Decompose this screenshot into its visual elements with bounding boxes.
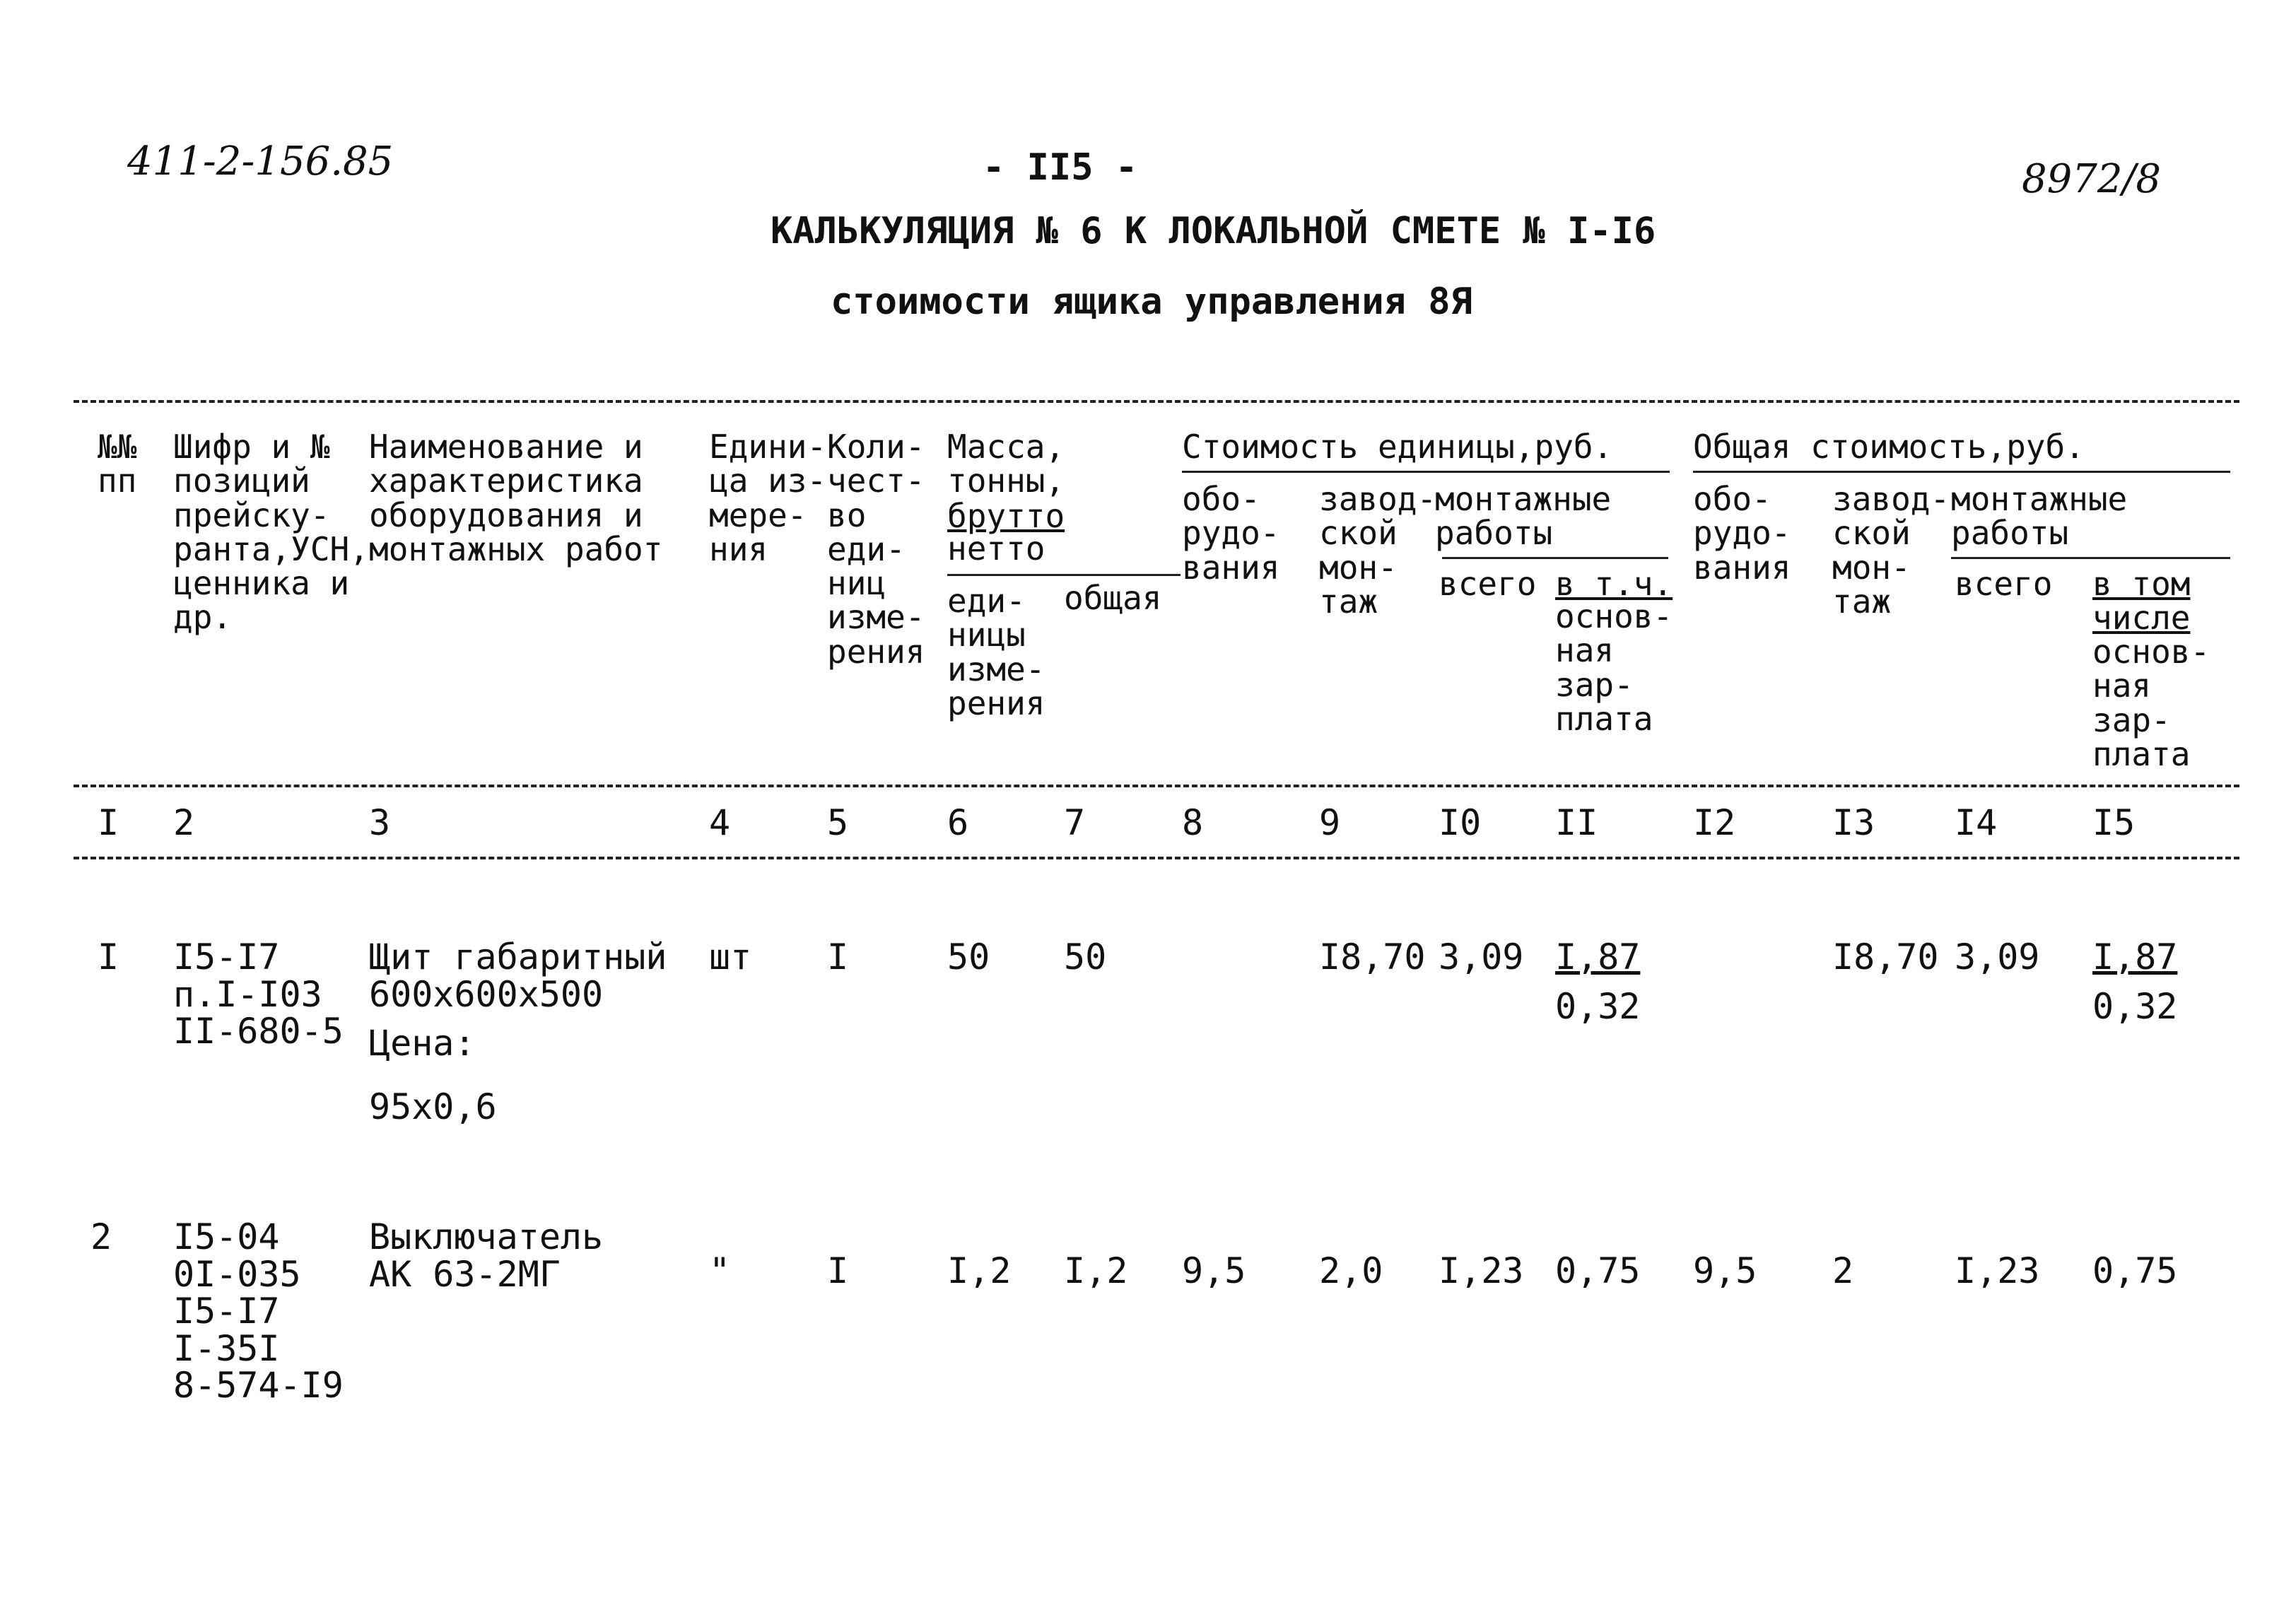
col-number: 3	[369, 802, 391, 843]
header-unit: Едини- ца из- мере- ния	[709, 428, 827, 568]
header-incl-total-rest: основ- ная зар- плата	[2092, 633, 2210, 773]
header-equipment-total: обо- рудо- вания	[1693, 480, 1791, 587]
header-bottom-rule	[74, 785, 2239, 787]
table-top-rule	[74, 400, 2239, 403]
header-row-number: №№ пп	[98, 428, 137, 500]
row-price-label: Цена:	[369, 1023, 476, 1064]
row-mass-unit: 50	[947, 936, 990, 977]
row-works-total-2: I,23	[1955, 1250, 2040, 1291]
page-number: - II5 -	[983, 146, 1138, 189]
header-mass: Масса, тонны,	[947, 428, 1065, 500]
row-unit: шт	[709, 936, 752, 977]
row-factory-mount: 2,0	[1319, 1250, 1383, 1291]
row-unit: "	[709, 1250, 731, 1291]
header-incl-salary-rest: основ- ная зар- плата	[1555, 597, 1673, 738]
works-rule-unit	[1442, 557, 1668, 559]
row-works-total: I,23	[1439, 1250, 1524, 1291]
row-incl: I,87	[1555, 936, 1641, 977]
row-incl-salary-total: 0,32	[2092, 986, 2178, 1027]
header-quantity: Коли- чест- во еди- ниц изме- рения	[827, 428, 925, 671]
header-mass-total: общая	[1064, 579, 1162, 617]
header-mass-gross: брутто	[947, 497, 1065, 535]
row-works-total-2: 3,09	[1955, 936, 2040, 977]
col-number: 2	[173, 802, 195, 843]
col-number: I5	[2092, 802, 2136, 843]
row-factory-mount-total: 2	[1832, 1250, 1854, 1291]
row-incl-salary: 0,32	[1555, 986, 1641, 1027]
column-numbers-rule	[74, 857, 2239, 859]
col-number: 9	[1319, 802, 1341, 843]
row-equipment: 9,5	[1182, 1250, 1246, 1291]
row-code: I5-I7 п.I-I03 II-680-5	[173, 936, 344, 1052]
row-mass-total: I,2	[1064, 1250, 1128, 1291]
header-factory-mount-total: завод- ской мон- таж	[1832, 480, 1950, 621]
header-equipment: обо- рудо- вания	[1182, 480, 1280, 587]
col-number: 5	[827, 802, 849, 843]
header-incl-salary: в т.ч.	[1555, 565, 1673, 603]
col-number: I4	[1955, 802, 1998, 843]
col-number: I2	[1693, 802, 1736, 843]
header-code: Шифр и № позиций прейску- ранта,УСН, ценника и др.	[173, 428, 369, 637]
header-mount-works: монтажные работы	[1435, 480, 1612, 553]
header-works-total-2: всего	[1955, 565, 2053, 603]
row-works-total: 3,09	[1439, 936, 1524, 977]
sheet-number: 8972/8	[2022, 156, 2162, 202]
col-number: II	[1555, 802, 1598, 843]
mass-rule	[947, 574, 1181, 576]
row-incl-total: 0,75	[2092, 1250, 2178, 1291]
total-cost-rule	[1693, 471, 2230, 473]
row-equipment-total: 9,5	[1693, 1250, 1757, 1291]
document-code: 411-2-156.85	[127, 139, 394, 184]
row-factory-mount-total: I8,70	[1832, 936, 1939, 977]
col-number: I0	[1439, 802, 1482, 843]
row-name: Щит габаритный 600х600х500	[369, 936, 667, 1015]
row-number: I	[98, 936, 119, 977]
col-number: 6	[947, 802, 969, 843]
header-mount-works-total: монтажные работы	[1951, 480, 2128, 553]
document-subtitle: стоимости ящика управления 8Я	[831, 281, 1472, 323]
row-incl-total: I,87	[2092, 936, 2178, 977]
header-factory-mount: завод- ской мон- таж	[1319, 480, 1437, 621]
header-works-total: всего	[1439, 565, 1537, 603]
header-unit-cost: Стоимость единицы,руб.	[1182, 428, 1613, 466]
row-mass-unit: I,2	[947, 1250, 1012, 1291]
col-number: 7	[1064, 802, 1086, 843]
col-number: 4	[709, 802, 731, 843]
row-code: I5-04 0I-035 I5-I7 I-35I 8-574-I9	[173, 1216, 344, 1406]
header-mass-net: нетто	[947, 529, 1046, 568]
document-title: КАЛЬКУЛЯЦИЯ № 6 К ЛОКАЛЬНОЙ СМЕТЕ № I-I6	[771, 210, 1656, 252]
row-quantity: I	[827, 1250, 849, 1291]
row-incl: 0,75	[1555, 1250, 1641, 1291]
col-number: 8	[1182, 802, 1204, 843]
row-number: 2	[90, 1216, 112, 1257]
row-quantity: I	[827, 936, 849, 977]
works-rule-total	[1951, 557, 2230, 559]
col-number: I3	[1832, 802, 1875, 843]
row-price: 95х0,6	[369, 1086, 497, 1127]
header-total-cost: Общая стоимость,руб.	[1693, 428, 2085, 466]
row-mass-total: 50	[1064, 936, 1107, 977]
header-mass-per-unit: еди- ницы изме- рения	[947, 582, 1046, 722]
unit-cost-rule	[1182, 471, 1670, 473]
row-factory-mount: I8,70	[1319, 936, 1426, 977]
header-name: Наименование и характеристика оборудования и монтажных работ	[369, 428, 663, 568]
header-incl-total: в том числе	[2092, 565, 2191, 638]
row-name: Выключатель АК 63-2МГ	[369, 1216, 604, 1295]
col-number: I	[98, 802, 119, 843]
